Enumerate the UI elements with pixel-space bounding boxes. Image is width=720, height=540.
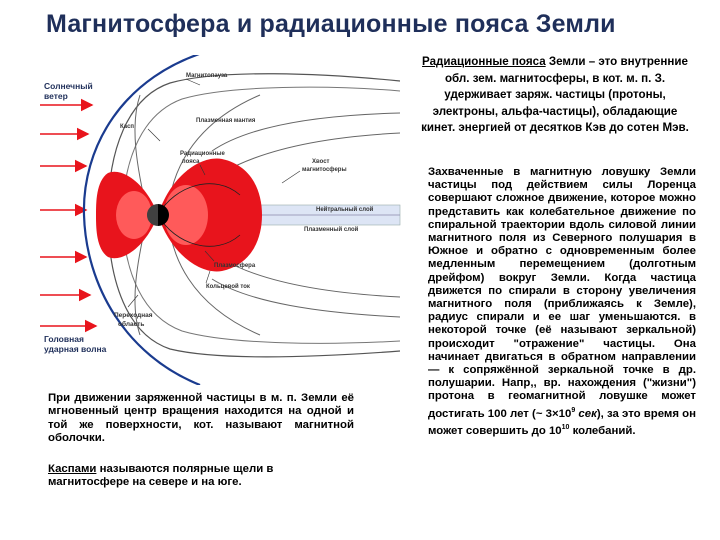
magnetosphere-diagram bbox=[0, 55, 410, 385]
oscillations-exponent: 10 bbox=[561, 423, 570, 431]
magnetic-shell-note: При движении заряженной частицы в м. п. Земли её мгновенный центр вращения находится на одной и той же поверхности, кот. называют магнитной оболочки. bbox=[48, 392, 354, 445]
trapped-particles-part1: Захваченные в магнитную ловушку Земли частицы под действием силы Лоренца совершают сложное движение, которое можно представить как колебательное движение по спиральной траектории вдоль силовой линии магнитного поля из Северного полушария в Южное и обратно с одновременным более медленным перемещением (долготным дрейфом) вокруг Земли. Когда частица движется по спирали в сторону увеличения магнитного поля (приближаясь к Земле), радиус спирали и ее шаг уменьшаются. в некоторой точке (её называют зеркальной) происходит "отражение" частицы. Она начинает двигаться в обратном направлении — к сопряжённой зеркальной точке в др. полушарии. Напр,, вр. нахождения ("жизни") протона в геомагнитной ловушке может достигать 100 лет (~ bbox=[428, 166, 696, 420]
label-magnetopause: Магнитопауза bbox=[186, 73, 228, 79]
trapped-particles-text bbox=[428, 166, 696, 438]
inner-belt bbox=[164, 185, 208, 245]
cusps-definition: называются полярные щели в магнитосфере на севере и на юге. bbox=[48, 463, 274, 489]
label-plasmasphere: Плазмосфера bbox=[214, 263, 256, 269]
lifetime-number: 3×10 bbox=[545, 407, 572, 420]
lifetime-exponent: 9 bbox=[571, 406, 576, 414]
label-cusp: Касп bbox=[120, 124, 135, 130]
cusps-note bbox=[48, 463, 354, 490]
label-rad-belts-1: Радиационные bbox=[180, 151, 225, 157]
inner-belt-west bbox=[116, 191, 152, 239]
solar-wind-arrows bbox=[40, 105, 96, 326]
lifetime-unit: сек bbox=[575, 407, 597, 420]
label-solar-wind: Солнечный bbox=[44, 81, 93, 91]
cusps-term: Каспами bbox=[48, 463, 97, 475]
label-plasma-layer: Плазменный слой bbox=[304, 227, 359, 233]
label-bow-shock-2: ударная волна bbox=[44, 344, 107, 354]
page-title: Магнитосфера и радиационные пояса Земли bbox=[46, 10, 616, 38]
label-transition-1: Переходная bbox=[114, 312, 153, 319]
label-tail-1: Хвост bbox=[312, 159, 330, 165]
label-tail-2: магнитосферы bbox=[302, 167, 347, 173]
trapped-particles-part3: колебаний. bbox=[569, 424, 636, 437]
label-transition-2: область bbox=[118, 321, 145, 328]
definition-term: Радиационные пояса bbox=[422, 55, 546, 68]
label-bow-shock-1: Головная bbox=[44, 334, 84, 344]
label-solar-wind-2: ветер bbox=[44, 91, 68, 101]
label-rad-belts-2: пояса bbox=[182, 159, 200, 165]
label-plasma-mantle: Плазменная мантия bbox=[196, 118, 256, 124]
definition-text bbox=[414, 54, 696, 137]
trapped-particles-part2: ), за это время он может совершить до 10 bbox=[428, 407, 697, 437]
label-ring-current: Кольцевой ток bbox=[206, 284, 250, 290]
radiation-belts bbox=[96, 159, 262, 272]
definition-body: Земли – это внутренние обл. зем. магнитосферы, в кот. м. п. З. удерживает заряж. частицы (протоны, электроны, альфа-частицы), обладающие кинет. энергией от десятков Кэв до сотен Мэв. bbox=[421, 55, 689, 134]
label-neutral-layer: Нейтральный слой bbox=[316, 207, 374, 213]
